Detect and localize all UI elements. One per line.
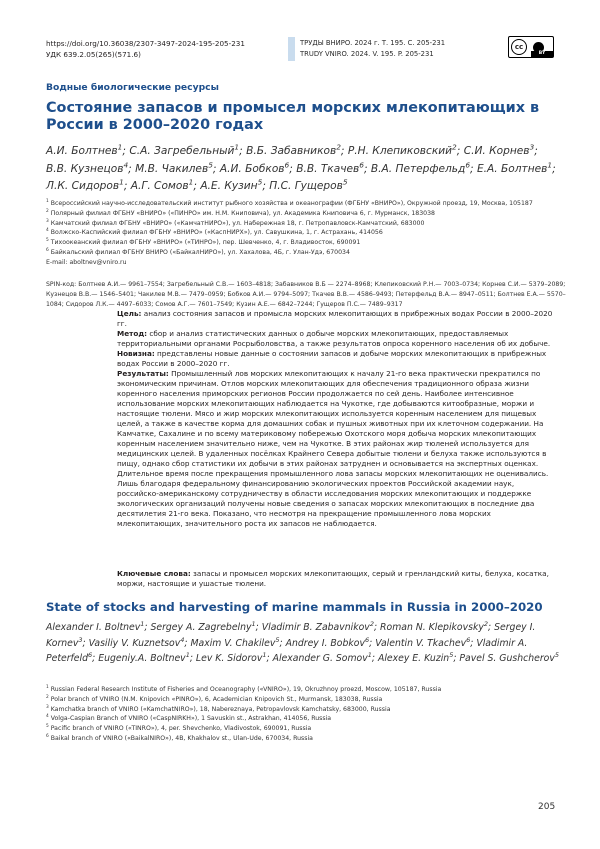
author-name: Sergey A. Zagrebelny$^1$; xyxy=(150,619,262,633)
section-heading: Водные биологические ресурсы xyxy=(46,82,219,93)
author-name: Valentin V. Tkachev$^6$; xyxy=(375,635,477,649)
author-name: Maxim V. Chakilev$^5$; xyxy=(190,635,286,649)
author-name: Vladimir B. Zabavnikov$^2$; xyxy=(261,619,381,633)
author-name: Alexander I. Boltnev$^1$; xyxy=(46,619,151,633)
author-name: В.А. Петерфельд$^6$; xyxy=(370,159,477,175)
author-name: А.Е. Кузин$^5$; xyxy=(200,177,270,192)
author-name: Andrey I. Bobkov$^6$; xyxy=(285,635,376,649)
affiliation-item: $^1$ Russian Federal Research Institute of Fisheries and Oceanography («VNIRO»), 19, Okruzhnoy proezd, Moscow, 105187, Russia xyxy=(46,684,442,693)
author-name: Alexey E. Kuzin$^5$; xyxy=(377,651,460,665)
article-title-en: State of stocks and harvesting of marine mammals in Russia in 2000–2020 xyxy=(46,600,543,614)
affiliation-item: $^3$ Камчатский филиал ФГБНУ «ВНИРО» («КамчатНИРО»), ул. Набережная 18, г. Петропавловск-Камчатский, 683000 xyxy=(46,218,425,227)
article-header-left xyxy=(46,38,245,60)
affiliations-en xyxy=(46,685,566,744)
article-title-ru: Состояние запасов и промысел морских млекопитающих в России в 2000–2020 годах xyxy=(46,100,540,133)
keywords-text: запасы и промысел морских млекопитающих, серый и гренландский киты, белуха, косатка, моржи, настоящие и ушастые тюлени. xyxy=(117,569,549,588)
affiliation-item: $^3$ Kamchatka branch of VNIRO («KamchatNIRO»), 18, Nabereznaya, Petropavlovsk Kamchatsky, 683000, Russia xyxy=(46,704,391,713)
author-name: С.А. Загребельный$^1$; xyxy=(129,142,247,157)
author-name: Л.К. Сидоров$^1$; xyxy=(46,177,131,192)
affiliation-item: $^5$ Тихоокеанский филиал ФГБНУ «ВНИРО» («ТИНРО»), пер. Шевченко, 4, г. Владивосток, 690091 xyxy=(46,238,361,247)
author-name: Р.Н. Клепиковский$^2$; xyxy=(347,142,464,157)
author-name: В.В. Кузнецов$^4$; xyxy=(46,159,136,175)
author-name: А.Г. Сомов$^1$; xyxy=(130,177,201,192)
author-name: А.И. Болтнев$^1$; xyxy=(46,142,130,157)
author-name: В.Б. Забавников$^2$; xyxy=(246,142,348,157)
affiliation-item: $^4$ Volga-Caspian Branch of VNIRO («CaspNIRKH»), 1 Savuskin st., Astrakhan, 414056, Russia xyxy=(46,714,332,723)
author-name: С.И. Корнев$^3$; xyxy=(463,142,538,157)
abstract-ru xyxy=(117,309,557,529)
author-name: Е.А. Болтнев$^1$; xyxy=(476,159,556,175)
journal-citation-en: TRUDY VNIRO. 2024. V. 195. P. 205-231 xyxy=(300,50,434,58)
keywords-label: Ключевые слова: xyxy=(117,569,191,578)
author-name: Eugeniy.A. Boltnev$^1$; xyxy=(98,651,196,665)
author-name: П.С. Гущеров$^5$ xyxy=(269,177,348,192)
author-name: Vladimir A. Peterfeld$^6$; xyxy=(46,637,528,665)
affiliation-item: $^2$ Polar branch of VNIRO (N.M. Knipovich «PINRO»), 6, Academician Knipovich St., Murmansk, 183038, Russia xyxy=(46,694,383,703)
page-number: 205 xyxy=(538,802,556,812)
cc-logo-icon: cc xyxy=(511,39,527,55)
journal-citation xyxy=(300,38,445,60)
keywords-ru xyxy=(117,569,557,589)
abstract-novelty: Новизна: представлены новые данные о состоянии запасов и добыче морских млекопитающих в прибрежных водах России в 2000–2020 гг. xyxy=(117,349,547,368)
author-list-ru xyxy=(46,143,556,196)
contact-email[interactable]: E-mail: aboltnev@vniro.ru xyxy=(46,258,127,266)
abstract-results: Результаты: Промышленный лов морских млекопитающих к началу 21-го века практически прекратился по экономическим причинам. Отлов морских млекопитающих для обеспечения традиционного образа жизни коренного населения приморских регионов России продолжается по сей день. Наиболее интенсивное использование морских млекопитающих наблюдается на Чукотке, где добываются китообразные, моржи и настоящие тюлени. Мясо и жир морских млекопитающих используется коренным населением для пищевых целей, а также в качестве корма для домашних собак и пушных животных при их клеточном содержании. На Камчатке, Сахалине и по всему материковому побережью Охотского моря добыча морских млекопитающих коренным населением значительно ниже, чем на Чукотке. В этих районах жир тюленей используется для медицинских целей. В удаленных посёлках Крайнего Севера добытые тюлени и белуха также используются в пищу, однако сбор статистики их добычи в этих районах затруднен и основывается на экспертных оценках. Длительное время после прекращения промышленного лова запасы морских млекопитающих не оценивались. Лишь благодаря федеральному финансированию экологических проектов Российской академии наук, российско-американскому сотрудничеству в области исследования морских млекопитающих и поддержке экологических организаций получены новые сведения о запасах морских млекопитающих в последние два десятилетия 21-го века. Показано, что несмотря на прекращение промышленного лова морских млекопитающих, значительного роста их запасов не наблюдается. xyxy=(117,369,549,528)
author-name: Lev K. Sidorov$^1$; xyxy=(195,651,273,665)
affiliation-item: $^6$ Baikal branch of VNIRO («BaikalNIRO»), 4B, Khakhalov st., Ulan-Ude, 670034, Russia xyxy=(46,733,313,742)
author-list-en xyxy=(46,620,561,667)
author-name: Sergey I. Kornev$^3$; xyxy=(46,622,536,649)
journal-citation-ru: ТРУДЫ ВНИРО. 2024 г. Т. 195. С. 205-231 xyxy=(300,39,446,47)
abstract-goal: Цель: анализ состояния запасов и промысла морских млекопитающих в прибрежных водах России в 2000–2020 гг. xyxy=(117,309,553,328)
abstract-method: Метод: сбор и анализ статистических данных о добыче морских млекопитающих, предоставляемых территориальными органами Росрыболовства, а также результатов опроса коренного населения об их добыче. xyxy=(117,329,551,348)
spin-codes: SPIN-код: Болтнев А.И.— 9961–7554; Загребельный С.В.— 1603–4818; Забавников В.Б — 2274–8968; Клепиковский Р.Н.— 7003–0734; Корнев С.И.— 5379–2089; Кузнецов В.В.— 1546–5401; Чакилев М.В.— 7479–0959; Бобков А.И.— 9794–5097; Ткачев В.В.— 4586–9493; Петерфельд В.А.— 8947–0511; Болтнев Е.А.— 5570–1084; Сидоров Л.К.— 4497–6033; Сомов А.Г.— 7601–7549; Кузин А.Е.— 6842–7244; Гущеров П.С.— 7489–9317 xyxy=(46,281,566,308)
doi-link[interactable]: https://doi.org/10.36038/2307-3497-2024-195-205-231 xyxy=(46,39,245,48)
affiliation-item: $^1$ Всероссийский научно-исследовательский институт рыбного хозяйства и океанографии (ФГБНУ «ВНИРО»), Окружной проезд, 19, Москва, 105187 xyxy=(46,198,533,207)
affiliation-item: $^4$ Волжско-Каспийский филиал ФГБНУ «ВНИРО» («КаспНИРХ»), ул. Савушкина, 1, г. Астрахань, 414056 xyxy=(46,228,383,237)
author-name: Alexander G. Somov$^1$; xyxy=(272,651,378,665)
affiliation-item: $^6$ Байкальский филиал ФГБНУ ВНИРО («БайкалНИРО»), ул. Хахалова, 4Б, г. Улан-Удэ, 670034 xyxy=(46,247,350,256)
author-name: А.И. Бобков$^6$; xyxy=(219,159,297,175)
by-label: BY xyxy=(531,51,553,57)
author-name: Vasiliy V. Kuznetsov$^4$; xyxy=(88,635,191,649)
udk-code: УДК 639.2.05(265)(571.6) xyxy=(46,50,141,59)
author-name: В.В. Ткачев$^6$; xyxy=(296,159,371,175)
cc-by-license-icon[interactable] xyxy=(508,36,554,58)
author-name: Roman N. Klepikovsky$^2$; xyxy=(380,619,495,633)
author-name: М.В. Чакилев$^5$; xyxy=(135,159,220,175)
affiliation-item: $^5$ Pacific branch of VNIRO («TINRO»), 4, per. Shevchenko, Vladivostok, 690091, Russia xyxy=(46,724,312,733)
header-accent-bar xyxy=(288,37,295,61)
author-name: Pavel S. Gushcherov$^5$ xyxy=(459,651,560,665)
affiliation-item: $^2$ Полярный филиал ФГБНУ «ВНИРО» («ПИНРО» им. Н.М. Книповича), ул. Академика Книповича 6, г. Мурманск, 183038 xyxy=(46,208,435,217)
affiliations-ru xyxy=(46,199,566,268)
